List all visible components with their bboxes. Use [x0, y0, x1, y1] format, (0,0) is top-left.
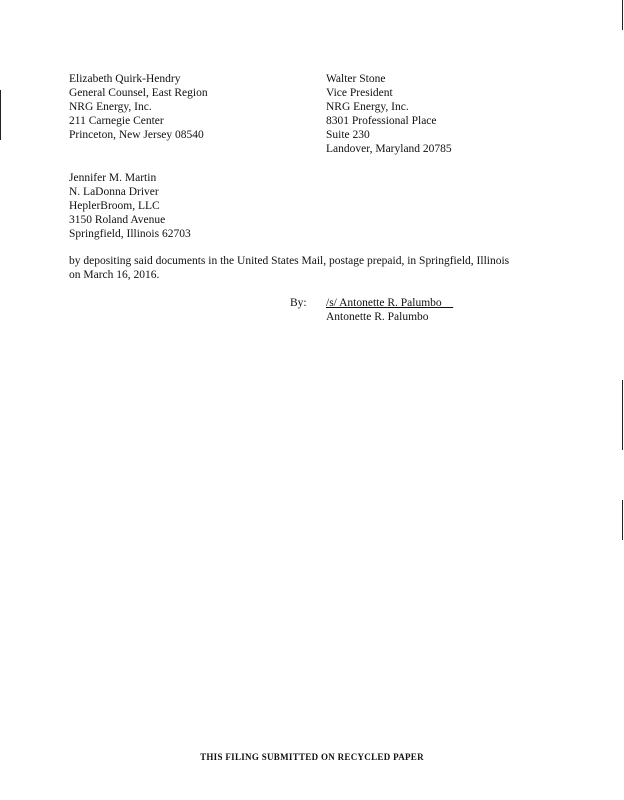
address-line: NRG Energy, Inc. — [69, 101, 152, 113]
scan-edge-line — [0, 90, 1, 140]
by-label: By: — [290, 297, 307, 309]
recycled-paper-footer: THIS FILING SUBMITTED ON RECYCLED PAPER — [200, 752, 424, 762]
recipient-address-right — [326, 72, 452, 156]
paragraph-line: by depositing said documents in the United States Mail, postage prepaid, in Springfield, Illinois — [69, 255, 510, 267]
scan-edge-line — [622, 0, 623, 30]
address-line: Springfield, Illinois 62703 — [69, 228, 191, 240]
paragraph-line: on March 16, 2016. — [69, 269, 160, 281]
service-statement — [69, 254, 559, 282]
recipient-address-left — [69, 72, 208, 142]
address-line: Princeton, New Jersey 08540 — [69, 129, 204, 141]
address-line: Landover, Maryland 20785 — [326, 143, 452, 155]
address-line: Elizabeth Quirk-Hendry — [69, 73, 181, 85]
recipient-address-third — [69, 171, 191, 241]
scan-edge-line — [622, 500, 623, 540]
address-line: Vice President — [326, 87, 393, 99]
address-line: HeplerBroom, LLC — [69, 200, 160, 212]
address-line: General Counsel, East Region — [69, 87, 208, 99]
address-line: Walter Stone — [326, 73, 386, 85]
address-line: 211 Carnegie Center — [69, 115, 164, 127]
address-line: Suite 230 — [326, 129, 370, 141]
address-line: Jennifer M. Martin — [69, 172, 157, 184]
electronic-signature: /s/ Antonette R. Palumbo__ — [326, 297, 454, 309]
signature-line — [290, 296, 453, 310]
address-line: NRG Energy, Inc. — [326, 101, 409, 113]
scan-edge-line — [622, 380, 623, 450]
address-line: 8301 Professional Place — [326, 115, 437, 127]
address-line: 3150 Roland Avenue — [69, 214, 166, 226]
address-line: N. LaDonna Driver — [69, 186, 159, 198]
signer-printed-name: Antonette R. Palumbo — [326, 311, 429, 323]
